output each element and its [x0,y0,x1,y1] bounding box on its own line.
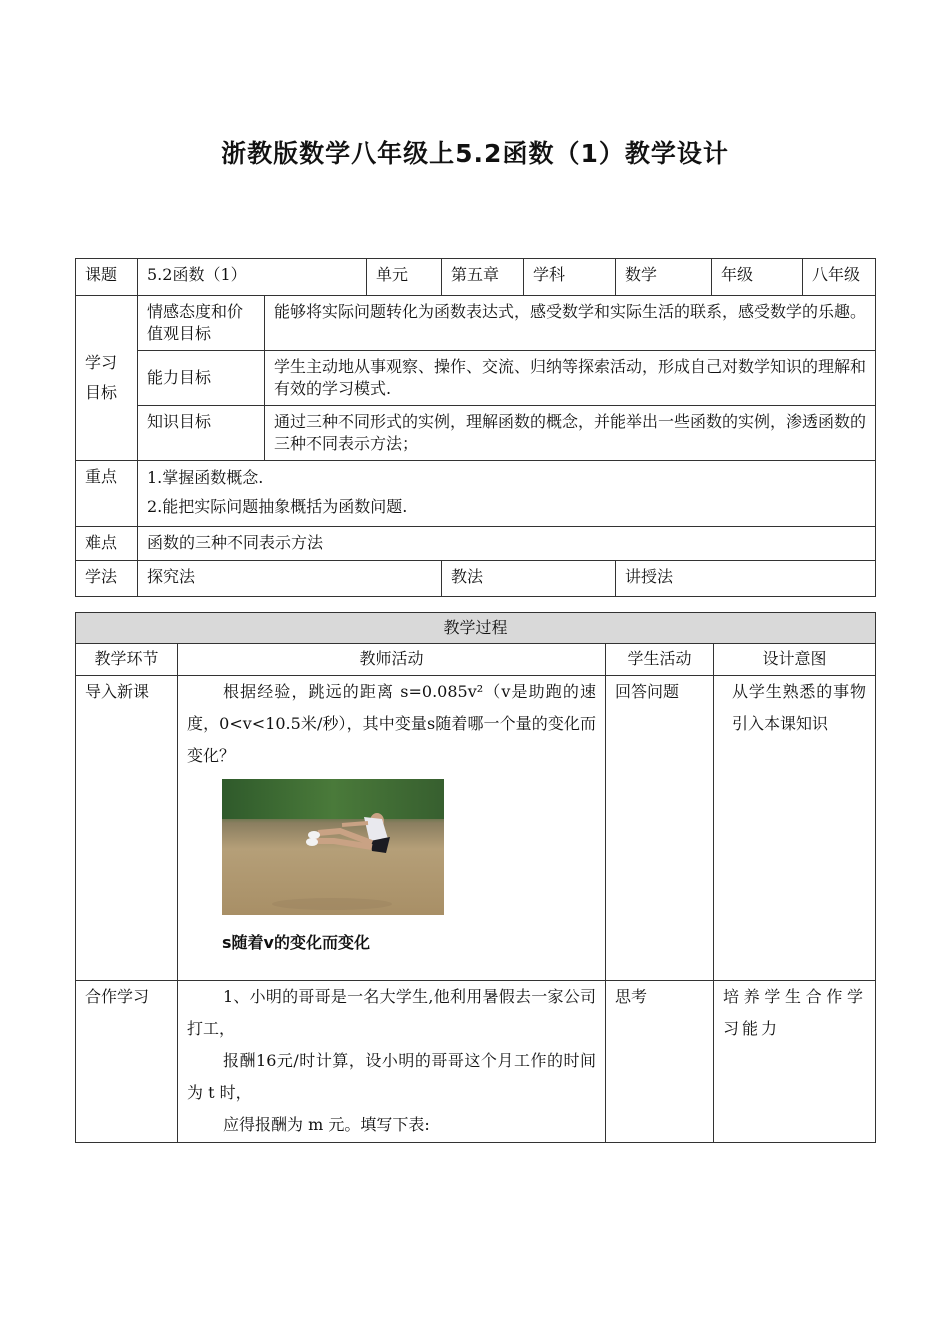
study-method-label: 学法 [76,561,138,597]
teacher-activity-cooperative [178,981,606,1143]
coop-line: 报酬16元/时计算，设小明的哥哥这个月工作的时间为 t 时， [187,1051,596,1102]
intent-text: 培养学生合作学习能力 [723,987,867,1038]
goal-knowledge-text: 通过三种不同形式的实例，理解函数的概念，并能举出一些函数的实例，渗透函数的三种不同表示方法； [265,406,876,461]
study-method-value: 探究法 [138,561,442,597]
difficulty-value: 函数的三种不同表示方法 [138,527,876,561]
unit-label: 单元 [367,259,442,296]
header-stage: 教学环节 [76,644,178,676]
goal-emotion-text: 能够将实际问题转化为函数表达式，感受数学和实际生活的联系，感受数学的乐趣。 [265,296,876,351]
design-intent-intro [714,676,876,981]
topic-label: 课题 [76,259,138,296]
focus-content [138,461,876,527]
process-table [75,612,876,1143]
topic-value: 5.2函数（1） [138,259,367,296]
goal-ability-text: 学生主动地从事观察、操作、交流、归纳等探索活动，形成自己对数学知识的理解和有效的学习模式. [265,351,876,406]
goal-knowledge-label: 知识目标 [138,406,265,461]
design-intent-cooperative [714,981,876,1143]
photo-caption: s随着v的变化而变化 [222,933,370,952]
long-jump-photo [222,779,444,915]
goals-label [76,296,138,461]
coop-line: 应得报酬为 m 元。填写下表: [223,1115,430,1134]
student-activity-cooperative: 思考 [606,981,714,1143]
focus-item: 1.掌握函数概念. [147,468,264,487]
teach-method-value: 讲授法 [616,561,876,597]
unit-value: 第五章 [442,259,524,296]
goal-ability-label: 能力目标 [138,351,265,406]
subject-value: 数学 [616,259,712,296]
page-title: 浙教版数学八年级上5.2函数（1）教学设计 [221,139,729,168]
coop-line: 1、小明的哥哥是一名大学生,他利用暑假去一家公司打工， [187,987,596,1038]
stage-intro: 导入新课 [76,676,178,981]
header-teacher: 教师活动 [178,644,606,676]
teach-method-label: 教法 [442,561,616,597]
goals-label-line2: 目标 [85,383,118,402]
info-table [75,258,876,597]
header-intent: 设计意图 [714,644,876,676]
teacher-activity-intro [178,676,606,981]
jumper-figure [222,779,444,915]
intent-text: 从学生熟悉的事物引入本课知识 [732,682,867,733]
focus-label: 重点 [76,461,138,527]
student-activity-intro: 回答问题 [606,676,714,981]
intro-question: 根据经验，跳远的距离 s=0.085v²（v是助跑的速度，0<v<10.5米/秒），其中变量s随着哪一个量的变化而变化？ [187,682,596,765]
subject-label: 学科 [524,259,616,296]
process-banner: 教学过程 [76,613,876,644]
grade-label: 年级 [712,259,803,296]
header-student: 学生活动 [606,644,714,676]
focus-item: 2.能把实际问题抽象概括为函数问题. [147,497,408,516]
goals-label-line1: 学习 [85,353,118,372]
grade-value: 八年级 [803,259,876,296]
difficulty-label: 难点 [76,527,138,561]
stage-cooperative: 合作学习 [76,981,178,1143]
goal-emotion-label: 情感态度和价值观目标 [138,296,265,351]
